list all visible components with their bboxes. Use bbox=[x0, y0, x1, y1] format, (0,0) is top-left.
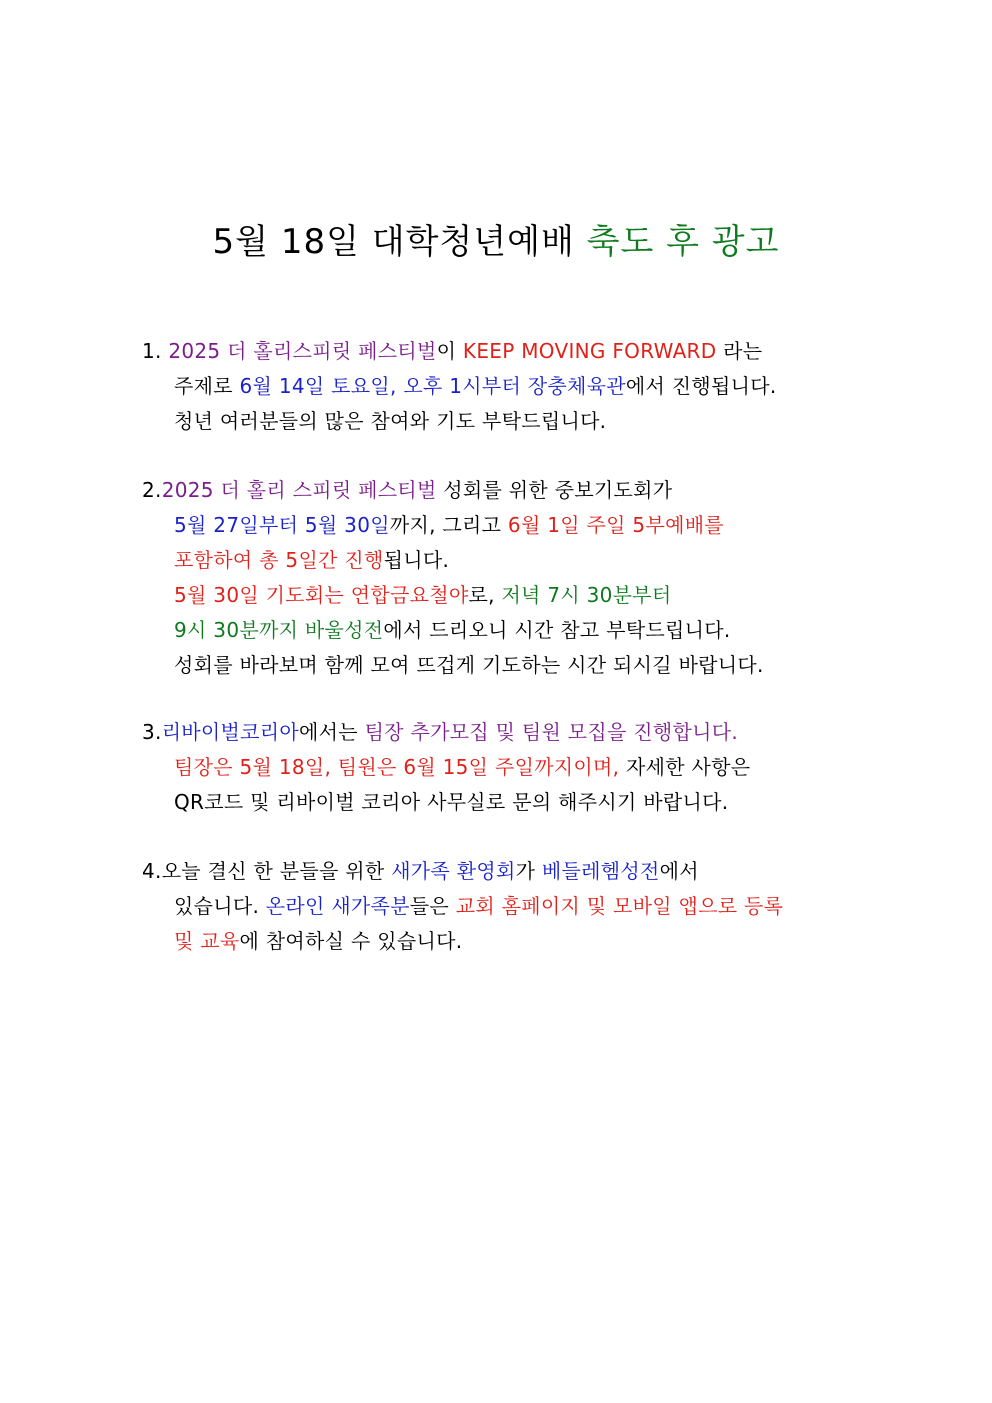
announcement-line bbox=[142, 889, 862, 924]
text-segment: 포함하여 총 5일간 진행 bbox=[174, 548, 384, 572]
announcement-line bbox=[142, 715, 862, 750]
text-segment: KEEP MOVING FORWARD bbox=[462, 339, 717, 363]
text-segment: QR코드 및 리바이벌 코리아 사무실로 문의 해주시기 바랍니다. bbox=[174, 790, 729, 814]
text-segment: 있습니다. bbox=[174, 894, 266, 918]
text-segment: 됩니다. bbox=[383, 548, 450, 572]
announcement-line bbox=[142, 369, 862, 404]
item-number: 1. bbox=[142, 339, 162, 363]
text-segment: 에서 진행됩니다. bbox=[625, 374, 777, 398]
text-segment: 팀장은 5월 18일, 팀원은 6월 15일 주일까지이며, bbox=[174, 755, 620, 779]
announcement-line bbox=[142, 543, 862, 578]
text-segment: 이 bbox=[436, 339, 463, 363]
text-segment: 가 bbox=[515, 859, 542, 883]
text-segment: 교회 홈페이지 및 모바일 앱으로 등록 bbox=[455, 894, 784, 918]
announcement-line bbox=[142, 750, 862, 785]
text-segment: 오늘 결신 한 분들을 위한 bbox=[161, 859, 392, 883]
text-segment: 성회를 위한 중보기도회가 bbox=[436, 478, 673, 502]
text-segment: 새가족 환영회 bbox=[391, 859, 516, 883]
item-number: 3. bbox=[142, 720, 162, 744]
text-segment: 에 참여하실 수 있습니다. bbox=[239, 929, 463, 953]
text-segment: 자세한 사항은 bbox=[619, 755, 751, 779]
announcement-line bbox=[142, 785, 862, 820]
text-segment: 에서는 bbox=[299, 720, 365, 744]
announcement-line bbox=[142, 648, 862, 683]
title-main: 5월 18일 대학청년예배 bbox=[212, 222, 575, 262]
announcement-item-4 bbox=[142, 854, 862, 959]
announcement-line bbox=[142, 473, 862, 508]
text-segment: 라는 bbox=[716, 339, 763, 363]
item-number: 2. bbox=[142, 478, 162, 502]
announcement-line bbox=[142, 404, 862, 439]
text-segment: 2025 더 홀리스피릿 페스티벌 bbox=[161, 339, 437, 363]
text-segment: 저녁 7시 30분부터 bbox=[501, 583, 672, 607]
text-segment: 에서 bbox=[659, 859, 699, 883]
announcement-line bbox=[142, 578, 862, 613]
announcement-line bbox=[142, 508, 862, 543]
text-segment: 2025 더 홀리 스피릿 페스티벌 bbox=[161, 478, 437, 502]
text-segment: 5월 30일 기도회는 연합금요철야 bbox=[174, 583, 469, 607]
text-segment: 베들레헴성전 bbox=[541, 859, 660, 883]
page-title bbox=[0, 222, 992, 262]
text-segment: 주제로 bbox=[174, 374, 240, 398]
announcement-line bbox=[142, 924, 862, 959]
text-segment: 청년 여러분들의 많은 참여와 기도 부탁드립니다. bbox=[174, 409, 607, 433]
text-segment: 온라인 새가족분 bbox=[265, 894, 410, 918]
title-highlight: 축도 후 광고 bbox=[586, 222, 780, 262]
announcement-item-3 bbox=[142, 715, 862, 820]
item-number: 4. bbox=[142, 859, 162, 883]
text-segment: 및 교육 bbox=[174, 929, 240, 953]
text-segment: 리바이벌코리아 bbox=[161, 720, 300, 744]
text-segment: 6월 14일 토요일, 오후 1시부터 장충체육관 bbox=[239, 374, 626, 398]
announcement-line bbox=[142, 613, 862, 648]
announcement-line bbox=[142, 854, 862, 889]
text-segment: 5월 27일부터 5월 30일 bbox=[174, 513, 390, 537]
announcement-line bbox=[142, 334, 862, 369]
text-segment: 에서 드리오니 시간 참고 부탁드립니다. bbox=[383, 618, 731, 642]
text-segment: 들은 bbox=[409, 894, 456, 918]
text-segment: 팀장 추가모집 및 팀원 모집을 진행합니다. bbox=[364, 720, 739, 744]
text-segment: 까지, 그리고 bbox=[389, 513, 508, 537]
text-segment: 로, bbox=[468, 583, 502, 607]
text-segment: 9시 30분까지 바울성전 bbox=[174, 618, 384, 642]
text-segment: 성회를 바라보며 함께 모여 뜨겁게 기도하는 시간 되시길 바랍니다. bbox=[174, 653, 764, 677]
announcement-item-2 bbox=[142, 473, 862, 683]
announcement-item-1 bbox=[142, 334, 862, 439]
text-segment: 6월 1일 주일 5부예배를 bbox=[507, 513, 724, 537]
